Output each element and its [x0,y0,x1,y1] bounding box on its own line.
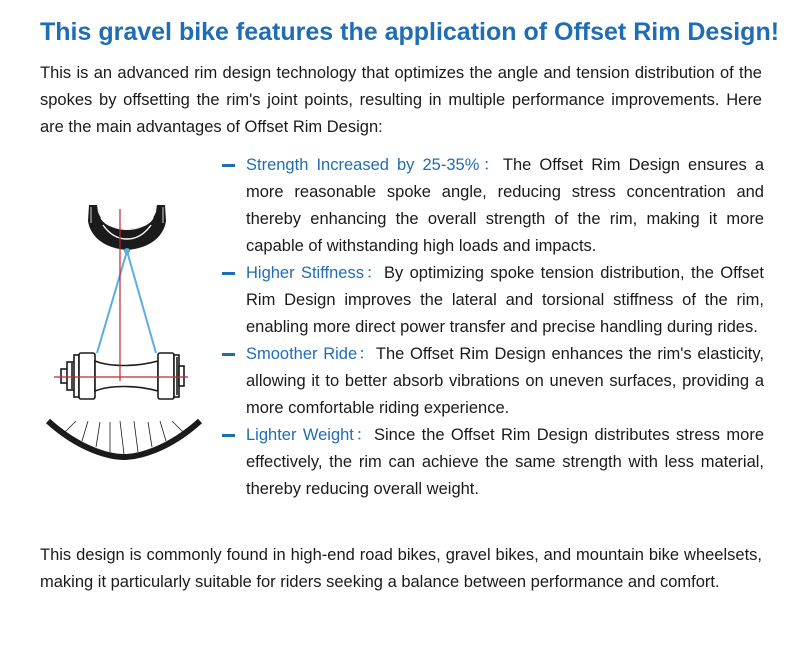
spokes [97,248,156,353]
advantages-list [222,152,764,503]
outro-paragraph: This design is commonly found in high-end road bikes, gravel bikes, and mountain bike wheelsets, making it particularly suitable for riders seeking a balance between performance and comfort. [40,546,762,591]
advantage-text: By optimizing spoke tension distribution, the Offset Rim Design improves the lateral and torsional stiffness of the rim, enabling more direct power transfer and precise handling during rides. [246,264,765,336]
advantage-title: Lighter Weight [246,426,354,444]
advantage-text: The Offset Rim Design ensures a more reasonable spoke angle, reducing stress concentration and thereby enhancing the overall strength of the rim, making it more capable of withstanding high loads and impacts. [246,156,765,255]
dash-bullet [222,164,235,167]
wheel-arc [48,421,200,457]
advantage-item [222,422,764,503]
advantage-text: Since the Offset Rim Design distributes stress more effectively, the rim can achieve the same strength with less material, thereby reducing overall weight. [246,426,764,498]
advantage-separator: ： [357,345,376,363]
dash-bullet [222,434,235,437]
advantage-title: Strength Increased by 25-35% [246,156,480,174]
advantage-item [222,152,764,260]
dash-bullet [222,353,235,356]
dash-bullet [222,272,235,275]
advantage-item [222,260,764,341]
advantage-separator: ： [353,426,374,444]
advantage-text: The Offset Rim Design enhances the rim's elasticity, allowing it to better absorb vibrations on uneven surfaces, providing a more comfortable riding experience. [246,345,764,417]
advantage-title: Higher Stiffness [246,264,364,282]
advantage-title: Smoother Ride [246,345,358,363]
advantage-item [222,341,764,422]
hub [61,353,184,399]
advantage-separator: ： [479,156,503,174]
intro-paragraph: This is an advanced rim design technology that optimizes the angle and tension distribution of the spokes by offsetting the rim's joint points, resulting in multiple performance improvements. Here are the main advantages of Offset Rim Design: [40,64,762,136]
offset-rim-diagram [40,195,210,465]
page-title: This gravel bike features the application of Offset Rim Design! [40,18,780,46]
advantage-separator: ： [363,264,385,282]
rim-cross-section [88,205,166,250]
